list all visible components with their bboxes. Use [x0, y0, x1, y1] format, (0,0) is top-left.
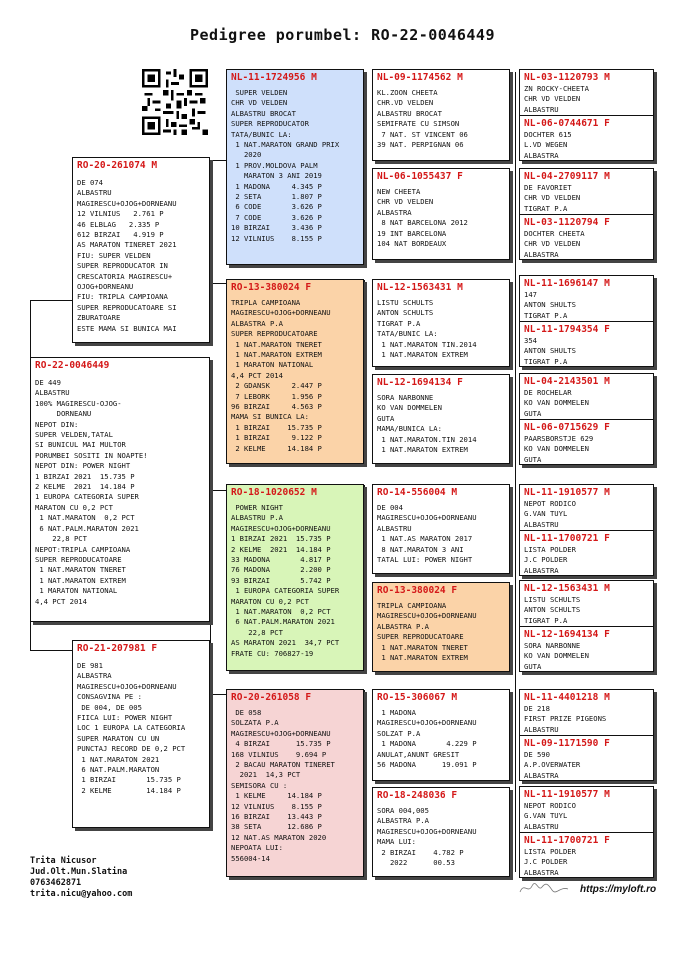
website-link[interactable]: https://myloft.ro	[580, 884, 657, 895]
connector-line	[364, 280, 365, 465]
gggp-ring: NL-11-1794354 F	[524, 324, 610, 335]
grandparent-line: TRIPLA CAMPIOANA	[231, 298, 301, 307]
great-grandparent-line: ALBASTRA	[377, 207, 412, 217]
grandparent-line: SUPER REPRODUCATOR	[231, 119, 309, 129]
grandparent-line: 2 SETA 1.807 P	[231, 192, 322, 202]
sire-line: DE 074	[77, 178, 103, 187]
gggp-line: ZN ROCKY-CHEETA	[524, 84, 589, 93]
great-grandparent-line: ANULAT,ANUNT GRESIT	[377, 749, 460, 759]
grandparent-line: MAGIRESCU+OJOG+DORNEANU	[231, 728, 331, 738]
gggp-pair-card[interactable]	[519, 484, 654, 576]
breeder-location: Jud.Olt.Mun.Slatina	[30, 867, 128, 877]
connector-line	[210, 490, 226, 491]
gggp-pair-card[interactable]	[519, 168, 654, 260]
great-grandparent-line: MAGIRESCU+OJOG+DORNEANU	[377, 611, 477, 621]
gggp-ring: NL-03-1120793 M	[524, 72, 610, 83]
gggp-line: J.C POLDER	[524, 857, 568, 867]
great-grandparent-ring: NL-09-1174562 M	[377, 72, 463, 83]
great-grandparent-line: 1 MADONA	[377, 708, 416, 717]
sire-line: ESTE MAMA SI BUNICA MAI	[77, 323, 177, 333]
great-grandparent-line: 2 BIRZAI 4.782 P	[377, 847, 464, 857]
subject-line: 1 MARATON NATIONAL	[35, 586, 118, 596]
sire-line: ZBURATOARE	[77, 313, 121, 323]
grandparent-line: ALBASTRU BROCAT	[231, 108, 296, 118]
grandparent-card[interactable]	[226, 69, 364, 265]
grandparent-line: 1 BIRZAI 15.735 P	[231, 422, 322, 432]
subject-line: DE 449	[35, 378, 61, 387]
gggp-ring: NL-11-4401218 M	[524, 692, 610, 703]
grandparent-line: SEMISORA CU :	[231, 780, 288, 790]
connector-line	[364, 485, 365, 670]
grandparent-line: 4,4 PCT 2014	[231, 370, 283, 380]
great-grandparent-card[interactable]	[372, 168, 510, 260]
great-grandparent-line: 1 NAT.MARATON EXTREM	[377, 350, 468, 360]
grandparent-line: 2 KELME 14.184 P	[231, 443, 322, 453]
connector-line	[30, 300, 72, 301]
dam-line: DE 004, DE 005	[77, 702, 142, 712]
gggp-line: DE ROCHELAR	[524, 388, 572, 397]
subject-line: 1 EUROPA CATEGORIA SUPER	[35, 492, 139, 502]
subject-line: NEPOT DIN: POWER NIGHT	[35, 461, 131, 471]
gggp-line: ALBASTRU	[524, 519, 559, 529]
grandparent-line: 556004-14	[231, 853, 270, 863]
great-grandparent-line: 1 NAT.MARATON EXTREM	[377, 445, 468, 455]
subject-line: 1 NAT.MARATON TNERET	[35, 565, 126, 575]
grandparent-line: 1 MARATON NATIONAL	[231, 360, 314, 370]
great-grandparent-line: CHR VD VELDEN	[377, 197, 434, 207]
great-grandparent-line: CHR.VD VELDEN	[377, 98, 434, 108]
connector-line	[515, 72, 516, 872]
dam-line: ALBASTRA	[77, 671, 112, 681]
gggp-ring: NL-11-1910577 M	[524, 487, 610, 498]
great-grandparent-line: 1 NAT.MARATON TNERET	[377, 642, 468, 652]
gggp-line: DE 590	[524, 750, 550, 759]
subject-line: NEPOT:TRIPLA CAMPIOANA	[35, 544, 131, 554]
gggp-line: 147	[524, 290, 537, 299]
grandparent-card[interactable]	[226, 279, 364, 464]
sire-line: AS MARATON TINERET 2021	[77, 240, 177, 250]
subject-line: 22,8 PCT	[35, 534, 87, 544]
great-grandparent-card[interactable]	[372, 689, 510, 781]
great-grandparent-line: GUTA	[377, 413, 395, 423]
connector-line	[364, 72, 365, 267]
gggp-line: ALBASTRA	[524, 565, 559, 575]
sire-line: OJOG+DORNEANU	[77, 282, 134, 292]
great-grandparent-line: 1 MADONA 4.229 P	[377, 739, 477, 749]
grandparent-line: SOLZATA P.A	[231, 718, 279, 728]
great-grandparent-line: KL.ZOON CHEETA	[377, 88, 438, 97]
great-grandparent-line: ALBASTRA P.A	[377, 621, 429, 631]
great-grandparent-line: TATA/BUNIC LA:	[377, 329, 438, 339]
connector-line	[210, 490, 211, 694]
gggp-ring: NL-04-2709117 M	[524, 171, 610, 182]
great-grandparent-line: MAGIRESCU+OJOG+DORNEANU	[377, 826, 477, 836]
grandparent-line: 93 BIRZAI 5.742 P	[231, 575, 331, 585]
gggp-line: CHR VD VELDEN	[524, 239, 581, 249]
dam-line: SUPER MARATON CU UN	[77, 733, 160, 743]
great-grandparent-line: MAGIRESCU+OJOG+DORNEANU	[377, 718, 477, 728]
great-grandparent-ring: NL-12-1563431 M	[377, 282, 463, 293]
grandparent-line: 168 VILNIUS 9.694 P	[231, 749, 327, 759]
gggp-line: TIGRAT P.A	[524, 203, 568, 213]
great-grandparent-line: TIGRAT P.A	[377, 318, 421, 328]
grandparent-line: FRATE CU: 706827-19	[231, 648, 314, 658]
gggp-line: ALBASTRU	[524, 724, 559, 734]
great-grandparent-line: 8 NAT.MARATON 3 ANI	[377, 544, 464, 554]
gggp-pair-card[interactable]	[519, 786, 654, 878]
grandparent-line: MAMA SI BUNICA LA:	[231, 412, 309, 422]
grandparent-line: SUPER VELDEN	[231, 88, 288, 97]
great-grandparent-line: MAGIRESCU+OJOG+DORNEANU	[377, 513, 477, 523]
connector-line	[30, 650, 72, 651]
gggp-line: 354	[524, 336, 537, 345]
qr-code-icon	[142, 69, 208, 135]
gggp-ring: NL-04-2143501 M	[524, 376, 610, 387]
subject-line: 6 NAT.PALM.MARATON 2021	[35, 523, 139, 533]
grandparent-line: DE 058	[231, 708, 262, 717]
gggp-line: L.VD WEGEN	[524, 140, 568, 150]
grandparent-line: ALBASTRU P.A	[231, 513, 283, 523]
great-grandparent-line: 1 NAT.MARATON EXTREM	[377, 653, 468, 663]
great-grandparent-card[interactable]	[372, 279, 510, 367]
subject-ring: RO-22-0046449	[35, 360, 110, 371]
great-grandparent-ring: NL-12-1694134 F	[377, 377, 463, 388]
gggp-line: LISTU SCHULTS	[524, 595, 581, 604]
subject-line: SI BUNICUL MAI MULTOR	[35, 440, 126, 450]
great-grandparent-ring: RO-18-248036 F	[377, 790, 458, 801]
grandparent-line: 33 MADONA 4.817 P	[231, 555, 331, 565]
gggp-line: SORA NARBONNE	[524, 641, 581, 650]
dam-line: 6 NAT.PALM.MARATON	[77, 765, 160, 775]
gggp-line: ALBASTRA	[524, 249, 559, 259]
grandparent-line: POWER NIGHT	[231, 503, 283, 512]
grandparent-line: 76 MADONA 2.200 P	[231, 565, 331, 575]
gggp-ring: NL-11-1700721 F	[524, 835, 610, 846]
gggp-line: LISTA POLDER	[524, 847, 576, 856]
grandparent-line: 2 KELME 2021 14.184 P	[231, 544, 331, 554]
great-grandparent-card[interactable]	[372, 484, 510, 574]
sire-line: 46 ELBLAG 2.335 P	[77, 219, 160, 229]
dam-line: PUNCTAJ RECORD DE 0,2 PCT	[77, 744, 186, 754]
gggp-line: ALBASTRA	[524, 770, 559, 780]
great-grandparent-line: LISTU SCHULTS	[377, 298, 434, 307]
gggp-ring: NL-11-1696147 M	[524, 278, 610, 289]
gggp-line: PAARSBORSTJE 629	[524, 434, 594, 443]
gggp-line: TIGRAT P.A	[524, 615, 568, 625]
dam-line: DE 981	[77, 661, 103, 670]
grandparent-line: MAGIRESCU+OJOG+DORNEANU	[231, 308, 331, 318]
grandparent-card[interactable]	[226, 689, 364, 877]
gggp-line: TIGRAT P.A	[524, 310, 568, 320]
great-grandparent-line: ANTON SCHULTS	[377, 308, 434, 318]
breeder-name: Trita Nicusor	[30, 856, 97, 866]
gggp-line: G.VAN TUYL	[524, 509, 568, 519]
gggp-line: GUTA	[524, 661, 542, 671]
grandparent-ring: RO-20-261058 F	[231, 692, 312, 703]
gggp-ring: NL-06-0744671 F	[524, 118, 610, 129]
sire-ring: RO-20-261074 M	[77, 160, 158, 171]
grandparent-line: AS MARATON 2021 34,7 PCT	[231, 638, 340, 648]
grandparent-line: 7 CODE 3.626 P	[231, 212, 322, 222]
gggp-line: ANTON SCHULTS	[524, 605, 581, 615]
grandparent-line: 1 BIRZAI 9.122 P	[231, 433, 322, 443]
connector-line	[364, 690, 365, 880]
gggp-ring: NL-12-1694134 F	[524, 629, 610, 640]
great-grandparent-line: 2022 00.53	[377, 858, 455, 868]
page-title: Pedigree porumbel: RO-22-0046449	[190, 26, 495, 44]
grandparent-line: 1 PROV.MOLDOVA PALM	[231, 160, 318, 170]
gggp-line: DE 218	[524, 704, 550, 713]
great-grandparent-card[interactable]	[372, 374, 510, 464]
gggp-line: ANTON SHULTS	[524, 346, 576, 356]
gggp-ring: NL-06-0715629 F	[524, 422, 610, 433]
grandparent-line: MARATON CU 0,2 PCT	[231, 596, 309, 606]
grandparent-line: 12 VILNIUS 8.155 P	[231, 801, 322, 811]
gggp-line: LISTA POLDER	[524, 545, 576, 554]
connector-line	[30, 622, 31, 650]
grandparent-ring: NL-11-1724956 M	[231, 72, 317, 83]
grandparent-line: 38 SETA 12.686 P	[231, 822, 322, 832]
grandparent-line: 12 VILNIUS 8.155 P	[231, 233, 322, 243]
sire-line: 12 VILNIUS 2.761 P	[77, 209, 164, 219]
gggp-line: NEPOT RODICO	[524, 801, 576, 810]
gggp-line: ALBASTRU	[524, 104, 559, 114]
subject-line: 1 NAT.MARATON 0,2 PCT	[35, 513, 135, 523]
subject-line: 100% MAGIRESCU-OJOG-	[35, 398, 122, 408]
great-grandparent-line: 56 MADONA 19.091 P	[377, 760, 477, 770]
great-grandparent-line: NEW CHEETA	[377, 187, 421, 196]
great-grandparent-card[interactable]	[372, 582, 510, 672]
subject-line: 4,4 PCT 2014	[35, 596, 87, 606]
grandparent-line: 1 KELME 14.184 P	[231, 791, 322, 801]
grandparent-line: MAGIRESCU+OJOG+DORNEANU	[231, 523, 331, 533]
great-grandparent-line: SORA NARBONNE	[377, 393, 434, 402]
gggp-line: J.C POLDER	[524, 555, 568, 565]
gggp-pair-card[interactable]	[519, 373, 654, 465]
sire-line: SUPER REPRODUCATOR IN	[77, 261, 168, 271]
great-grandparent-line: 8 NAT BARCELONA 2012	[377, 218, 468, 228]
connector-line	[210, 283, 226, 284]
grandparent-line: 6 CODE 3.626 P	[231, 202, 322, 212]
grandparent-line: 1 NAT.MARATON TNERET	[231, 339, 322, 349]
dam-line: 2 KELME 14.184 P	[77, 785, 181, 795]
grandparent-line: TATA/BUNIC LA:	[231, 129, 292, 139]
gggp-line: G.VAN TUYL	[524, 811, 568, 821]
grandparent-line: 6 NAT.PALM.MARATON 2021	[231, 617, 335, 627]
gggp-ring: NL-03-1120794 F	[524, 217, 610, 228]
great-grandparent-line: MAMA/BUNICA LA:	[377, 424, 442, 434]
breeder-email[interactable]: trita.nicu@yahoo.com	[30, 889, 133, 899]
grandparent-ring: RO-18-1020652 M	[231, 487, 317, 498]
sire-line: CRESCATORIA MAGIRESCU+	[77, 271, 173, 281]
signature-icon	[518, 880, 570, 896]
breeder-info	[30, 856, 132, 900]
dam-ring: RO-21-207981 F	[77, 643, 158, 654]
grandparent-line: MARATON 3 ANI 2019	[231, 171, 322, 181]
grandparent-line: 2 BACAU MARATON TINERET	[231, 760, 335, 770]
subject-line: DORNEANU	[35, 409, 92, 419]
gggp-pair-card[interactable]	[519, 689, 654, 781]
great-grandparent-line: SOLZAT P.A	[377, 728, 421, 738]
subject-line: 2 KELME 2021 14.184 P	[35, 482, 135, 492]
gggp-ring: NL-09-1171590 F	[524, 738, 610, 749]
gggp-line: DOCHTER 615	[524, 130, 572, 139]
gggp-line: DOCHTER CHEETA	[524, 229, 585, 238]
gggp-line: KO VAN DOMMELEN	[524, 398, 589, 408]
gggp-line: NEPOT RODICO	[524, 499, 576, 508]
grandparent-line: 22,8 PCT	[231, 627, 283, 637]
great-grandparent-card[interactable]	[372, 69, 510, 161]
subject-card[interactable]	[30, 357, 210, 622]
dam-line: CONSAGVINA PE :	[77, 692, 142, 702]
gggp-line: FIRST PRIZE PIGEONS	[524, 714, 607, 724]
great-grandparent-line: 1 NAT.MARATON TIN.2014	[377, 339, 477, 349]
connector-line	[210, 694, 226, 695]
gggp-line: TIGRAT P.A	[524, 356, 568, 366]
gggp-line: ANTON SHULTS	[524, 300, 576, 310]
gggp-pair-card[interactable]	[519, 580, 654, 672]
gggp-ring: NL-12-1563431 M	[524, 583, 610, 594]
gggp-line: ALBASTRA	[524, 867, 559, 877]
sire-line: MAGIRESCU+OJOG+DORNEANU	[77, 198, 177, 208]
gggp-line: A.P.OVERWATER	[524, 760, 581, 770]
great-grandparent-line: MAMA LUI:	[377, 837, 416, 847]
gggp-ring: NL-11-1910577 M	[524, 789, 610, 800]
dam-line: LOC 1 EUROPA LA CATEGORIA	[77, 723, 186, 733]
great-grandparent-line: DE 004	[377, 503, 403, 512]
gggp-line: CHR VD VELDEN	[524, 94, 581, 104]
gggp-line: ALBASTRU	[524, 821, 559, 831]
grandparent-line: 7 LEBORK 1.956 P	[231, 391, 322, 401]
grandparent-card[interactable]	[226, 484, 364, 671]
subject-line: SUPER REPRODUCATOARE	[35, 554, 122, 564]
grandparent-line: 4 BIRZAI 15.735 P	[231, 739, 331, 749]
sire-line: FIU: SUPER VELDEN	[77, 250, 151, 260]
great-grandparent-line: SUPER REPRODUCATOARE	[377, 632, 464, 642]
great-grandparent-ring: RO-13-380024 F	[377, 585, 458, 596]
grandparent-line: 1 MADONA 4.345 P	[231, 181, 322, 191]
grandparent-line: 96 BIRZAI 4.563 P	[231, 402, 322, 412]
grandparent-line: 2021 14,3 PCT	[231, 770, 301, 780]
dam-line: FIICA LUI: POWER NIGHT	[77, 713, 173, 723]
dam-line: 1 NAT.MARATON 2021	[77, 754, 160, 764]
sire-line: SUPER REPRODUCATOARE SI	[77, 302, 177, 312]
great-grandparent-line: 104 NAT BORDEAUX	[377, 239, 447, 249]
great-grandparent-line: 1 NAT.MARATON.TIN 2014	[377, 434, 477, 444]
connector-line	[210, 160, 226, 161]
connector-line	[210, 160, 211, 283]
great-grandparent-line: SEMIFRATE CU SIMSON	[377, 119, 460, 129]
great-grandparent-line: ALBASTRA P.A	[377, 816, 429, 826]
sire-line: 612 BIRZAI 4.919 P	[77, 230, 164, 240]
great-grandparent-ring: RO-15-306067 M	[377, 692, 458, 703]
subject-line: 1 BIRZAI 2021 15.735 P	[35, 471, 135, 481]
sire-line: ALBASTRU	[77, 188, 112, 198]
subject-line: 1 NAT.MARATON EXTREM	[35, 575, 126, 585]
gggp-pair-card[interactable]	[519, 69, 654, 161]
great-grandparent-line: 19 INT BARCELONA	[377, 228, 447, 238]
grandparent-line: CHR VD VELDEN	[231, 98, 288, 108]
great-grandparent-ring: RO-14-556004 M	[377, 487, 458, 498]
subject-line: MARATON CU 0,2 PCT	[35, 502, 113, 512]
breeder-phone: 0763462871	[30, 878, 82, 888]
grandparent-line: NEPOATA LUI:	[231, 843, 283, 853]
connector-line	[30, 300, 31, 357]
sire-line: FIU: TRIPLA CAMPIOANA	[77, 292, 168, 302]
great-grandparent-line: TATAL LUI: POWER NIGHT	[377, 555, 473, 565]
grandparent-line: 16 BIRZAI 13.443 P	[231, 812, 322, 822]
gggp-ring: NL-11-1700721 F	[524, 533, 610, 544]
subject-line: PORUMBEI SOSITI IN NOAPTE!	[35, 450, 148, 460]
dam-card[interactable]	[72, 640, 210, 828]
great-grandparent-line: 1 NAT.AS MARATON 2017	[377, 534, 473, 544]
great-grandparent-line: KO VAN DOMMELEN	[377, 403, 442, 413]
great-grandparent-line: ALBASTRU	[377, 523, 412, 533]
subject-line: SUPER VELDEN,TATAL	[35, 430, 113, 440]
subject-line: NEPOT DIN:	[35, 419, 79, 429]
grandparent-line: 1 NAT.MARATON GRAND PRIX	[231, 140, 340, 150]
great-grandparent-line: 7 NAT. ST VINCENT 06	[377, 129, 468, 139]
great-grandparent-card[interactable]	[372, 787, 510, 877]
dam-line: 1 BIRZAI 15.735 P	[77, 775, 181, 785]
gggp-pair-card[interactable]	[519, 275, 654, 367]
grandparent-line: 12 NAT.AS MARATON 2020	[231, 832, 327, 842]
gggp-line: ALBASTRA	[524, 150, 559, 160]
grandparent-line: 1 NAT.MARATON EXTREM	[231, 350, 322, 360]
grandparent-line: 2020	[231, 150, 262, 160]
dam-line: MAGIRESCU+OJOG+DORNEANU	[77, 681, 177, 691]
gggp-line: GUTA	[524, 408, 542, 418]
gggp-line: GUTA	[524, 454, 542, 464]
sire-card[interactable]	[72, 157, 210, 343]
grandparent-line: 1 EUROPA CATEGORIA SUPER	[231, 586, 340, 596]
grandparent-line: 2 GDANSK 2.447 P	[231, 381, 322, 391]
gggp-line: KO VAN DOMMELEN	[524, 651, 589, 661]
gggp-line: KO VAN DOMMELEN	[524, 444, 589, 454]
great-grandparent-line: ALBASTRU BROCAT	[377, 108, 442, 118]
grandparent-line: 1 NAT.MARATON 0,2 PCT	[231, 607, 331, 617]
great-grandparent-ring: NL-06-1055437 F	[377, 171, 463, 182]
grandparent-line: 10 BIRZAI 3.436 P	[231, 223, 322, 233]
grandparent-line: 1 BIRZAI 2021 15.735 P	[231, 534, 331, 544]
subject-line: ALBASTRU	[35, 388, 70, 398]
grandparent-line: SUPER REPRODUCATOARE	[231, 329, 318, 339]
gggp-line: DE FAVORIET	[524, 183, 572, 192]
great-grandparent-line: SORA 004,005	[377, 806, 429, 815]
grandparent-ring: RO-13-380024 F	[231, 282, 312, 293]
gggp-line: CHR VD VELDEN	[524, 193, 581, 203]
grandparent-line: ALBASTRA P.A	[231, 318, 283, 328]
great-grandparent-line: 39 NAT. PERPIGNAN 06	[377, 140, 464, 150]
great-grandparent-line: TRIPLA CAMPIOANA	[377, 601, 447, 610]
